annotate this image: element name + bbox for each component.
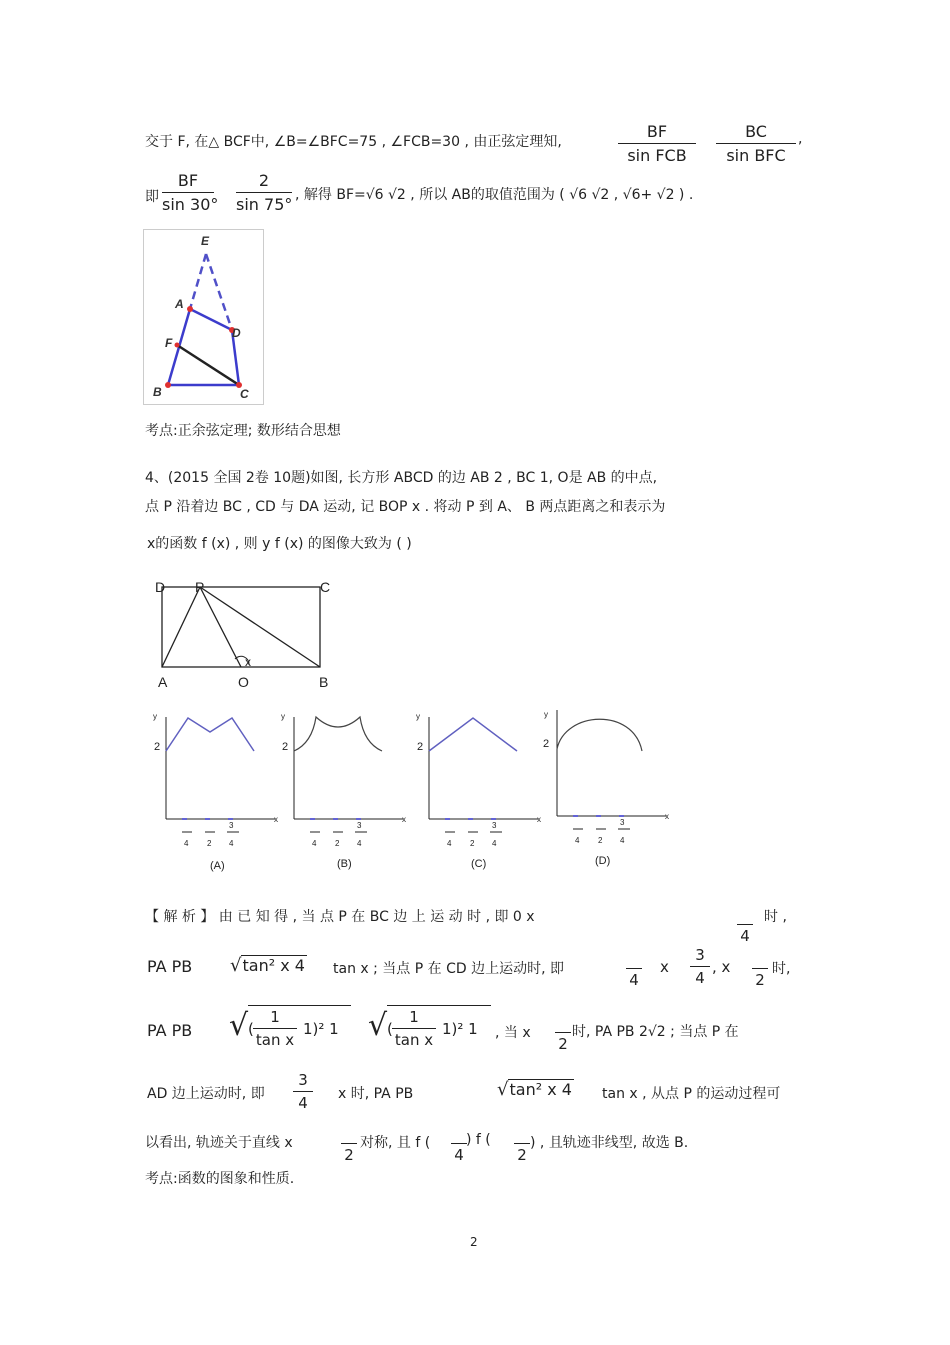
frac-den: 4 <box>695 969 705 987</box>
sol-line5-frac3 <box>514 1123 530 1164</box>
trapezoid-figure <box>143 229 264 405</box>
sol-line5-frac1 <box>341 1123 357 1164</box>
svg-text:4: 4 <box>620 836 625 845</box>
frac-den: 2 <box>558 1035 568 1053</box>
svg-text:4: 4 <box>229 839 234 848</box>
graph-d-tick1: 4 <box>575 836 580 845</box>
graph-a-ylabel: y <box>153 712 157 721</box>
rect-label-c: C <box>320 579 331 595</box>
label-f: F <box>165 336 173 350</box>
frac-num: BF <box>177 171 199 190</box>
frac-num: 1 <box>409 1008 419 1026</box>
graph-d-ytick: 2 <box>543 738 550 750</box>
graph-a-caption: (A) <box>210 860 225 872</box>
frac-den: sin 75° <box>236 195 293 214</box>
sol-line2-x: x <box>660 958 669 976</box>
frac-den: tan x <box>255 1031 295 1049</box>
graph-d-caption: (D) <box>595 855 611 867</box>
sol-line3-rad2: √ ( 1 tan x 1)² 1 <box>368 1004 492 1052</box>
label-a: A <box>175 297 184 311</box>
sol-line2-end: 时, <box>772 961 791 977</box>
svg-text:3: 3 <box>620 818 625 827</box>
frac-num: 1 <box>270 1008 280 1026</box>
graph-a-tick2: 2 <box>207 839 212 848</box>
page-number: 2 <box>470 1235 478 1249</box>
sol-line5c: ) f ( <box>466 1132 491 1148</box>
graph-d <box>541 705 681 875</box>
svg-text:4: 4 <box>492 839 497 848</box>
line2-ji: 即 <box>145 189 159 205</box>
sol-line2-frac3 <box>752 948 768 989</box>
sol-line4b: x 时, PA PB <box>338 1086 414 1102</box>
graph-d-xlabel: x <box>665 812 669 821</box>
frac-den: 2 <box>344 1146 354 1164</box>
sol-line2-rad: √tan² x 4 <box>230 955 305 976</box>
graph-c-tick1: 4 <box>447 839 452 848</box>
graph-b-xlabel: x <box>402 815 406 824</box>
label-c: C <box>240 387 249 401</box>
sol-line3c: 时, PA PB 2√2 ; 当点 P 在 <box>572 1024 739 1040</box>
trapezoid-svg <box>144 230 263 404</box>
sol-line4a: AD 边上运动时, 即 <box>147 1086 265 1102</box>
graph-b-tick1: 4 <box>312 839 317 848</box>
frac-num: 3 <box>298 1071 308 1089</box>
svg-text:3: 3 <box>357 821 362 830</box>
line2-text: , 解得 BF=√6 √2 , 所以 AB的取值范围为 ( √6 √2 , √6+ √2 ) . <box>295 187 694 203</box>
frac-num: BC <box>745 122 767 141</box>
graph-c <box>413 705 548 875</box>
sol-line4-frac <box>293 1071 313 1112</box>
q4-line2: 点 P 沿着边 BC , CD 与 DA 运动, 记 BOP x . 将动 P 到 A、 B 两点距离之和表示为 <box>145 499 666 515</box>
graph-b-ytick: 2 <box>282 741 289 753</box>
fraction-bf-sin30 <box>162 171 219 214</box>
graph-c-ytick: 2 <box>417 741 424 753</box>
rad-content: tan² x 4 <box>242 956 305 975</box>
frac-den: sin 30° <box>162 195 219 214</box>
graph-c-tick2: 2 <box>470 839 475 848</box>
sol-line5b: 对称, 且 f ( <box>360 1135 431 1151</box>
graph-c-xlabel: x <box>537 815 541 824</box>
frac-den: sin FCB <box>627 146 687 165</box>
frac-den: 4 <box>298 1094 308 1112</box>
rect-label-o: O <box>238 674 249 690</box>
rect-label-a: A <box>158 674 168 690</box>
graph-b-ylabel: y <box>281 712 285 721</box>
graph-d-ylabel: y <box>544 710 548 719</box>
rad-tail: 1)² 1 <box>442 1020 478 1038</box>
sol-line3-frac <box>555 1012 571 1053</box>
label-d: D <box>232 326 241 340</box>
frac-den: tan x <box>394 1031 434 1049</box>
sol-line4c: tan x , 从点 P 的运动过程可 <box>602 1086 781 1102</box>
graph-a <box>150 705 285 875</box>
graph-a-tick1: 4 <box>184 839 189 848</box>
graph-c-caption: (C) <box>471 858 487 870</box>
rect-label-d: D <box>155 579 166 595</box>
line1-text: 交于 F, 在△ BCF中, ∠B=∠BFC=75 , ∠FCB=30 , 由正弦定理知, <box>145 134 562 150</box>
label-b: B <box>153 385 162 399</box>
frac-den: 2 <box>517 1146 527 1164</box>
sol-line3-rad1: √ ( 1 tan x 1)² 1 <box>229 1004 351 1052</box>
sol-line2-frac2 <box>690 946 710 987</box>
rect-label-x: x <box>245 655 251 669</box>
kaodian-1: 考点:正余弦定理; 数形结合思想 <box>145 423 341 439</box>
graph-d-tick2: 2 <box>598 836 603 845</box>
graph-a-xlabel: x <box>274 815 278 824</box>
rad-content: tan² x 4 <box>509 1080 572 1099</box>
frac-num: BF <box>646 122 668 141</box>
sol-line5-frac2 <box>451 1123 467 1164</box>
svg-text:3: 3 <box>229 821 234 830</box>
graph-a-ytick: 2 <box>154 741 161 753</box>
answer-graphs <box>150 705 690 875</box>
svg-text:4: 4 <box>357 839 362 848</box>
frac-den: 4 <box>629 971 639 989</box>
frac-den: 4 <box>740 927 750 945</box>
graph-b-caption: (B) <box>337 858 352 870</box>
sol-line2a: PA PB <box>147 957 193 976</box>
q4-line3: x的函数 f (x) , 则 y f (x) 的图像大致为 ( ) <box>147 536 412 552</box>
rectangle-figure <box>145 575 345 695</box>
frac-den: 4 <box>454 1146 464 1164</box>
rad-tail: 1)² 1 <box>303 1020 339 1038</box>
graph-b <box>278 705 413 875</box>
line1-end: , <box>798 131 803 147</box>
graph-c-ylabel: y <box>416 712 420 721</box>
label-e: E <box>201 234 210 248</box>
frac-num: 2 <box>258 171 270 190</box>
sol-line5d: ) , 且轨迹非线型, 故选 B. <box>530 1135 689 1151</box>
rect-label-b: B <box>319 674 329 690</box>
sol-line2b: tan x ; 当点 P 在 CD 边上运动时, 即 <box>333 961 564 977</box>
fraction-bf-sin-fcb <box>618 122 696 165</box>
q4-line1: 4、(2015 全国 2卷 10题)如图, 长方形 ABCD 的边 AB 2 , BC 1, O是 AB 的中点, <box>145 470 658 486</box>
sol-line1: 【 解 析 】 由 已 知 得 , 当 点 P 在 BC 边 上 运 动 时 , 即 0 x <box>145 909 535 925</box>
sol-line4-rad: √tan² x 4 <box>497 1079 572 1100</box>
frac-num: 3 <box>695 946 705 964</box>
sol-line3a: PA PB <box>147 1021 193 1040</box>
frac-den: sin BFC <box>726 146 786 165</box>
sol-line2-frac1 <box>626 948 642 989</box>
sol-line3b: , 当 x <box>495 1025 531 1041</box>
sol-line1-end: 时 , <box>764 909 787 925</box>
graph-b-tick2: 2 <box>335 839 340 848</box>
svg-text:3: 3 <box>492 821 497 830</box>
frac-den: 2 <box>755 971 765 989</box>
rect-label-p: P <box>195 579 205 595</box>
sol-line5a: 以看出, 轨迹关于直线 x <box>145 1135 293 1151</box>
kaodian-2: 考点:函数的图象和性质. <box>145 1171 295 1187</box>
sol-line1-frac <box>737 904 753 945</box>
fraction-bc-sin-bfc <box>716 122 796 165</box>
sol-line2-c: , x <box>712 958 731 976</box>
fraction-2-sin75 <box>236 171 292 214</box>
